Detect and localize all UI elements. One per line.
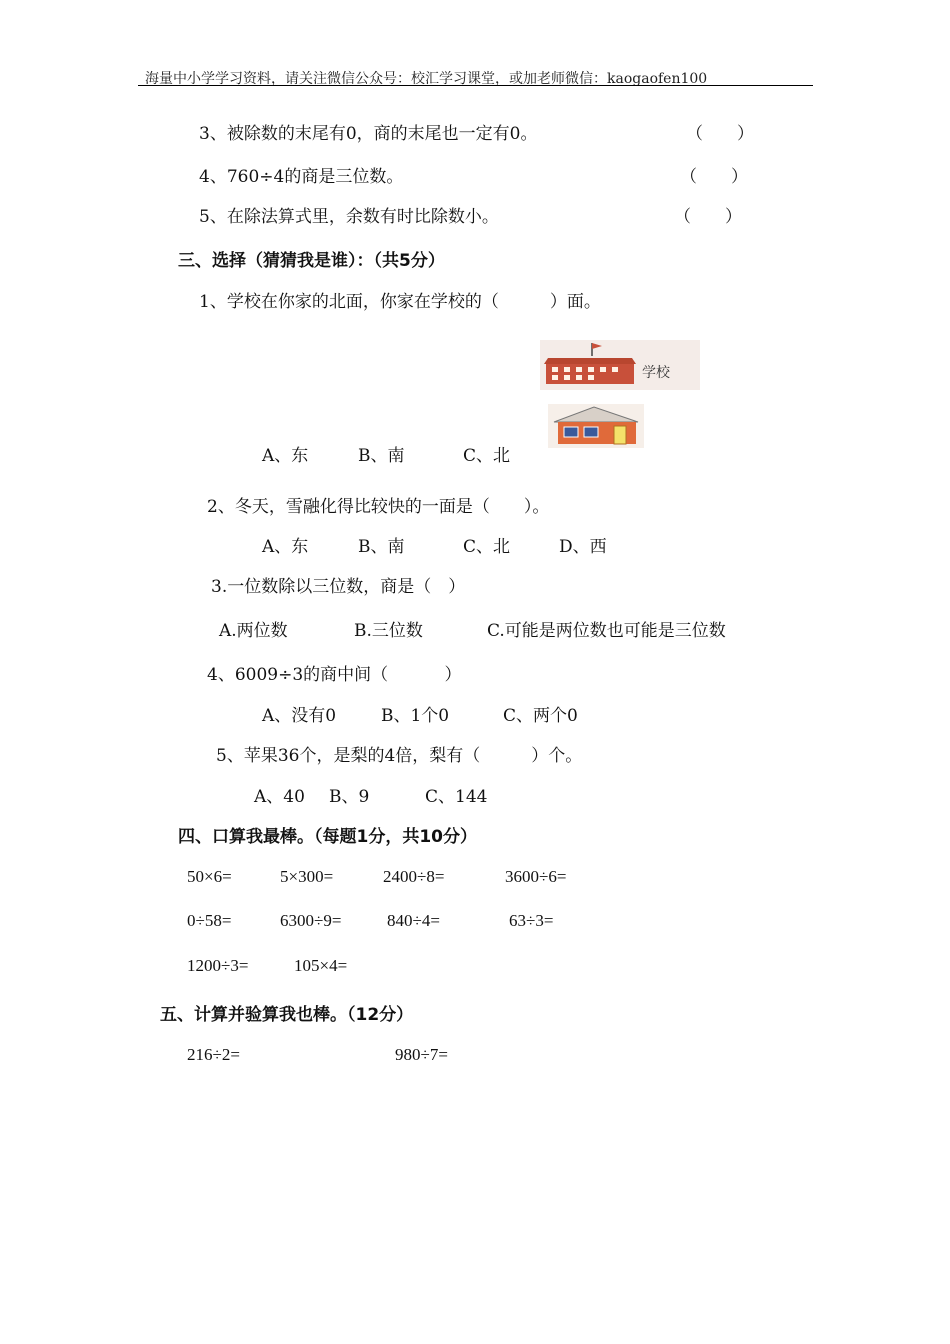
judge-answer-paren-5[interactable]: （ ） <box>674 207 742 227</box>
mental-calc-item: 2400÷8= <box>383 867 445 886</box>
judge-answer-paren-4[interactable]: （ ） <box>680 167 748 187</box>
choice-q1-text: 1、学校在你家的北面，你家在学校的（ ）面。 <box>199 292 601 312</box>
section-4-title: 四、口算我最棒。（每题1分，共10分） <box>178 827 477 847</box>
verify-calc-item: 980÷7= <box>395 1045 448 1064</box>
choice-q2-option-a[interactable]: A、东 <box>262 537 309 557</box>
choice-q5-option-b[interactable]: B、9 <box>329 787 370 807</box>
page-header-text: 海量中小学学习资料，请关注微信公众号：校汇学习课堂，或加老师微信：kaogaofen100 <box>145 71 708 87</box>
mental-calc-item: 105×4= <box>294 956 348 975</box>
choice-q3-option-a[interactable]: A.两位数 <box>219 621 288 641</box>
judge-answer-paren-3[interactable]: （ ） <box>686 124 754 144</box>
choice-q3-option-b[interactable]: B.三位数 <box>354 621 423 641</box>
choice-q4-option-c[interactable]: C、两个0 <box>503 706 578 726</box>
mental-calc-item: 840÷4= <box>387 911 440 930</box>
verify-calc-item: 216÷2= <box>187 1045 240 1064</box>
house-icon <box>548 404 644 448</box>
choice-q4-option-a[interactable]: A、没有0 <box>262 706 337 726</box>
choice-q2-text: 2、冬天，雪融化得比较快的一面是（ ）。 <box>207 497 550 517</box>
choice-q3-option-c[interactable]: C.可能是两位数也可能是三位数 <box>487 621 726 641</box>
mental-calc-item: 3600÷6= <box>505 867 567 886</box>
mental-calc-item: 1200÷3= <box>187 956 249 975</box>
judge-item-3: 3、被除数的末尾有0，商的末尾也一定有0。 <box>199 124 538 144</box>
school-icon <box>540 340 700 390</box>
judge-item-5: 5、在除法算式里，余数有时比除数小。 <box>199 207 499 227</box>
mental-calc-item: 63÷3= <box>509 911 554 930</box>
choice-q5-text: 5、苹果36个，是梨的4倍，梨有（ ）个。 <box>216 746 583 766</box>
section-5-title: 五、计算并验算我也棒。（12分） <box>160 1005 414 1025</box>
choice-q1-option-c[interactable]: C、北 <box>463 446 511 466</box>
choice-q1-option-b[interactable]: B、南 <box>358 446 405 466</box>
header-divider <box>138 85 813 86</box>
mental-calc-item: 6300÷9= <box>280 911 342 930</box>
choice-q4-option-b[interactable]: B、1个0 <box>381 706 450 726</box>
choice-q2-option-c[interactable]: C、北 <box>463 537 511 557</box>
judge-item-4: 4、760÷4的商是三位数。 <box>199 167 404 187</box>
choice-q1-option-a[interactable]: A、东 <box>262 446 309 466</box>
choice-q5-option-c[interactable]: C、144 <box>425 787 488 807</box>
mental-calc-item: 0÷58= <box>187 911 232 930</box>
mental-calc-item: 50×6= <box>187 867 232 886</box>
choice-q2-option-b[interactable]: B、南 <box>358 537 405 557</box>
mental-calc-item: 5×300= <box>280 867 334 886</box>
choice-q4-text: 4、6009÷3的商中间（ ） <box>207 665 462 685</box>
school-icon-label: 学校 <box>642 365 670 381</box>
choice-q3-text: 3.一位数除以三位数，商是（ ） <box>211 577 466 597</box>
choice-q2-option-d[interactable]: D、西 <box>559 537 607 557</box>
section-3-title: 三、选择（猜猜我是谁）：（共5分） <box>178 251 445 271</box>
choice-q5-option-a[interactable]: A、40 <box>254 787 305 807</box>
